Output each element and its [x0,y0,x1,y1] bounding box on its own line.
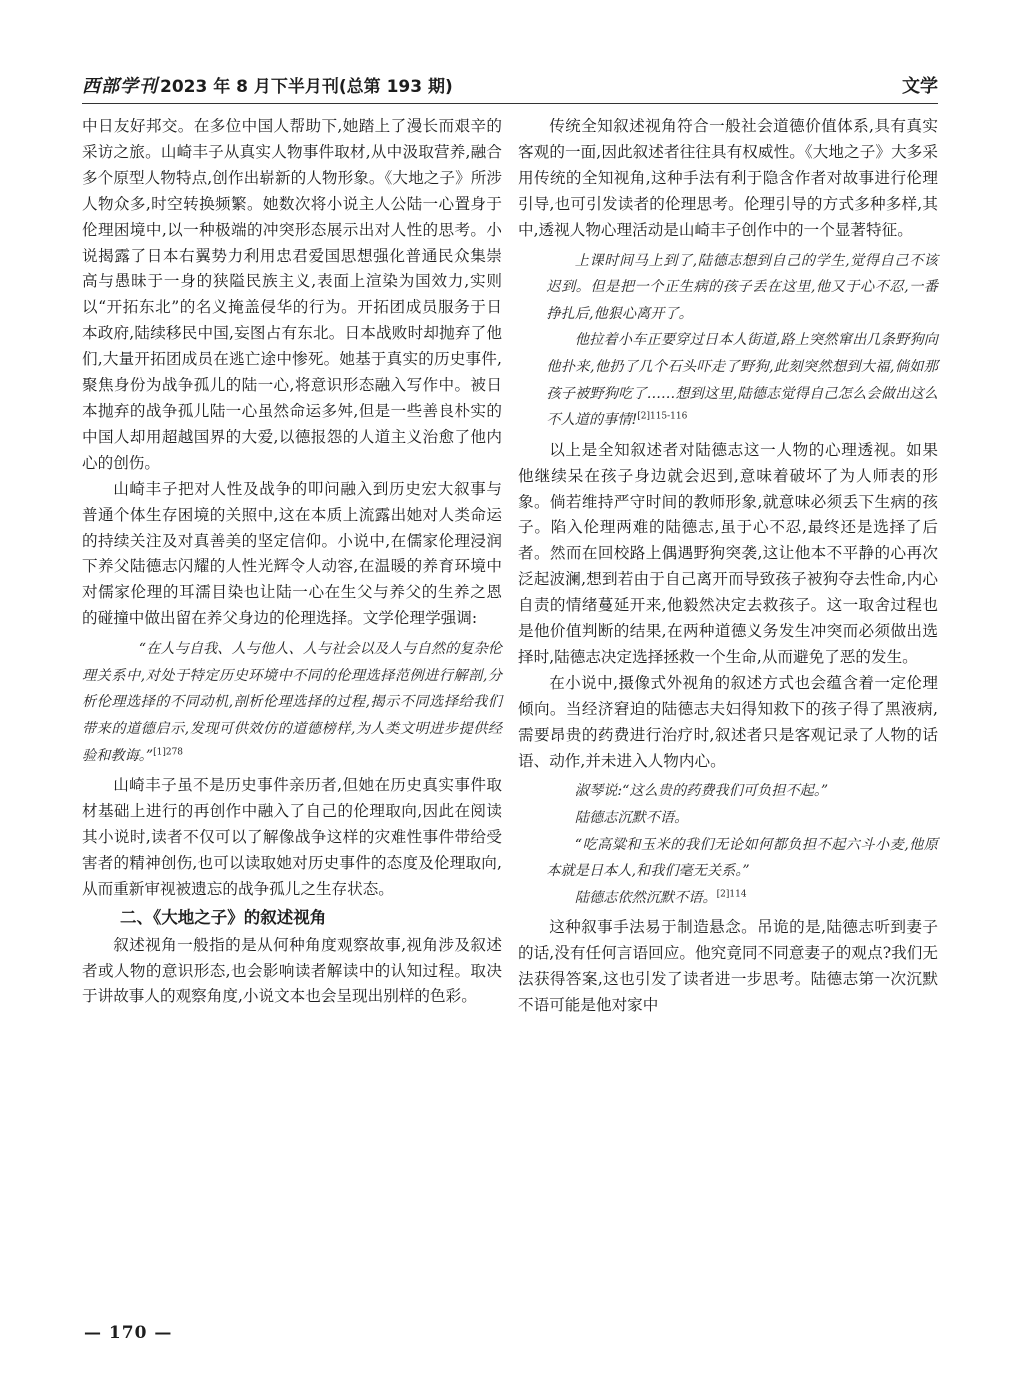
paragraph: 中日友好邦交。在多位中国人帮助下,她踏上了漫长而艰辛的采访之旅。山崎丰子从真实人物事件取材,从中汲取营养,融合多个原型人物特点,创作出崭新的人物形象。《大地之子》所涉人物众多,时空转换频繁。她数次将小说主人公陆一心置身于伦理困境中,以一种极端的冲突形态展示出对人性的思考。小说揭露了日本右翼势力利用忠君爱国思想强化普通民众集崇高与愚昧于一身的狭隘民族主义,表面上渲染为国效力,实则以“开拓东北”的名义掩盖侵华的行为。开拓团成员服务于日本政府,陆续移民中国,妄图占有东北。日本战败时却抛弃了他们,大量开拓团成员在逃亡途中惨死。她基于真实的历史事件,聚焦身份为战争孤儿的陆一心,将意识形态融入写作中。被日本抛弃的战争孤儿陆一心虽然命运多舛,但是一些善良朴实的中国人却用超越国界的大爱,以德报怨的人道主义治愈了他内心的创伤。 [82,117,502,472]
citation-marker: [2]115-116 [637,411,688,422]
quote-body: 陆德志依然沉默不语。 [574,889,717,906]
quote-text [82,636,502,769]
citation-marker: [1]278 [153,746,184,757]
quote-text [546,327,938,433]
left-column [82,114,502,1010]
paragraph: 叙述视角一般指的是从何种角度观察故事,视角涉及叙述者或人物的意识形态,也会影响读者解读中的认知过程。取决于讲故事人的观察角度,小说文本也会呈现出别样的色彩。 [82,935,502,1006]
paragraph: 在小说中,摄像式外视角的叙述方式也会蕴含着一定伦理倾向。当经济窘迫的陆德志夫妇得知救下的孩子得了黑液病,需要昂贵的药费进行治疗时,叙述者只是客观记录了人物的话语、动作,并未进入人物内心。 [518,673,938,770]
paragraph: 山崎丰子虽不是历史事件亲历者,但她在历史真实事件取材基础上进行的再创作中融入了自己的伦理取向,因此在阅读其小说时,读者不仅可以了解像战争这样的灾难性事件带给受害者的精神创伤,也可以读取她对历史事件的态度及伦理取向,从而重新审视被遗忘的战争孤儿之生存状态。 [82,776,502,898]
block-quote [82,636,502,769]
quote-text [546,885,938,912]
citation-marker: [2]114 [716,889,747,900]
running-header [82,68,938,102]
paragraph: 传统全知叙述视角符合一般社会道德价值体系,具有真实客观的一面,因此叙述者往往具有权威性。《大地之子》大多采用传统的全知视角,这种手法有利于隐含作者对故事进行伦理引导,也可引发读者的伦理思考。伦理引导的方式多种多样,其中,透视人物心理活动是山崎丰子创作中的一个显著特征。 [518,117,938,239]
header-divider [82,103,938,104]
paragraph: 这种叙事手法易于制造悬念。吊诡的是,陆德志听到妻子的话,没有任何言语回应。他究竟同不同意妻子的观点?我们无法获得答案,这也引发了读者进一步思考。陆德志第一次沉默不语可能是他对家中 [518,918,938,1015]
quote-body: “在人与自我、人与他人、人与社会以及人与自然的复杂伦理关系中,对处于特定历史环境中不同的伦理选择范例进行解剖,分析伦理选择的不同动机,剖析伦理选择的过程,揭示不同选择给我们带来的道德启示,发现可供效仿的道德榜样,为人类文明进步提供经验和教诲。” [82,641,502,764]
issue-info: 2023 年 8 月下半月刊(总第 193 期) [160,77,453,97]
quote-text: “吃高粱和玉米的我们无论如何都负担不起六斗小麦,他原本就是日本人,和我们毫无关系。” [546,836,938,880]
block-quote [518,248,938,434]
page-number: — 170 — [84,1323,173,1343]
journal-logo: 西部学刊 [82,76,158,97]
quote-text: 上课时间马上到了,陆德志想到自己的学生,觉得自己不该迟到。但是把一个正生病的孩子丢在这里,他又于心不忍,一番挣扎后,他狠心离开了。 [546,252,938,322]
section-name: 文学 [902,76,938,97]
right-column [518,114,938,1019]
quote-text: 陆德志沉默不语。 [574,810,689,827]
section-heading: 二、《大地之子》的叙述视角 [120,907,327,927]
dialogue-quote [518,778,938,911]
quote-text: 淑琴说:“这么贵的药费我们可负担不起。” [574,783,829,800]
paragraph: 以上是全知叙述者对陆德志这一人物的心理透视。如果他继续呆在孩子身边就会迟到,意味着破坏了为人师表的形象。倘若维持严守时间的教师形象,就意味必须丢下生病的孩子。陷入伦理两难的陆德志,虽于心不忍,最终还是选择了后者。然而在回校路上偶遇野狗突袭,这让他本不平静的心再次泛起波澜,想到若由于自己离开而导致孩子被狗夺去性命,内心自责的情绪蔓延开来,他毅然决定去救孩子。这一取舍过程也是他价值判断的结果,在两种道德义务发生冲突而必须做出选择时,陆德志决定选择拯救一个生命,从而避免了恶的发生。 [518,440,938,666]
quote-body: 他拉着小车正要穿过日本人街道,路上突然窜出几条野狗向他扑来,他扔了几个石头吓走了野狗,此刻突然想到大福,倘如那孩子被野狗吃了……想到这里,陆德志觉得自己怎么会做出这么不人道的事情! [546,332,938,429]
paragraph: 山崎丰子把对人性及战争的叩问融入到历史宏大叙事与普通个体生存困境的关照中,这在本质上流露出她对人类命运的持续关注及对真善美的坚定信仰。小说中,在儒家伦理浸润下养父陆德志闪耀的人性光辉令人动容,在温暖的养育环境中对儒家伦理的耳濡目染也让陆一心在生父与养父的生养之恩的碰撞中做出留在养父身边的伦理选择。文学伦理学强调: [82,479,502,628]
